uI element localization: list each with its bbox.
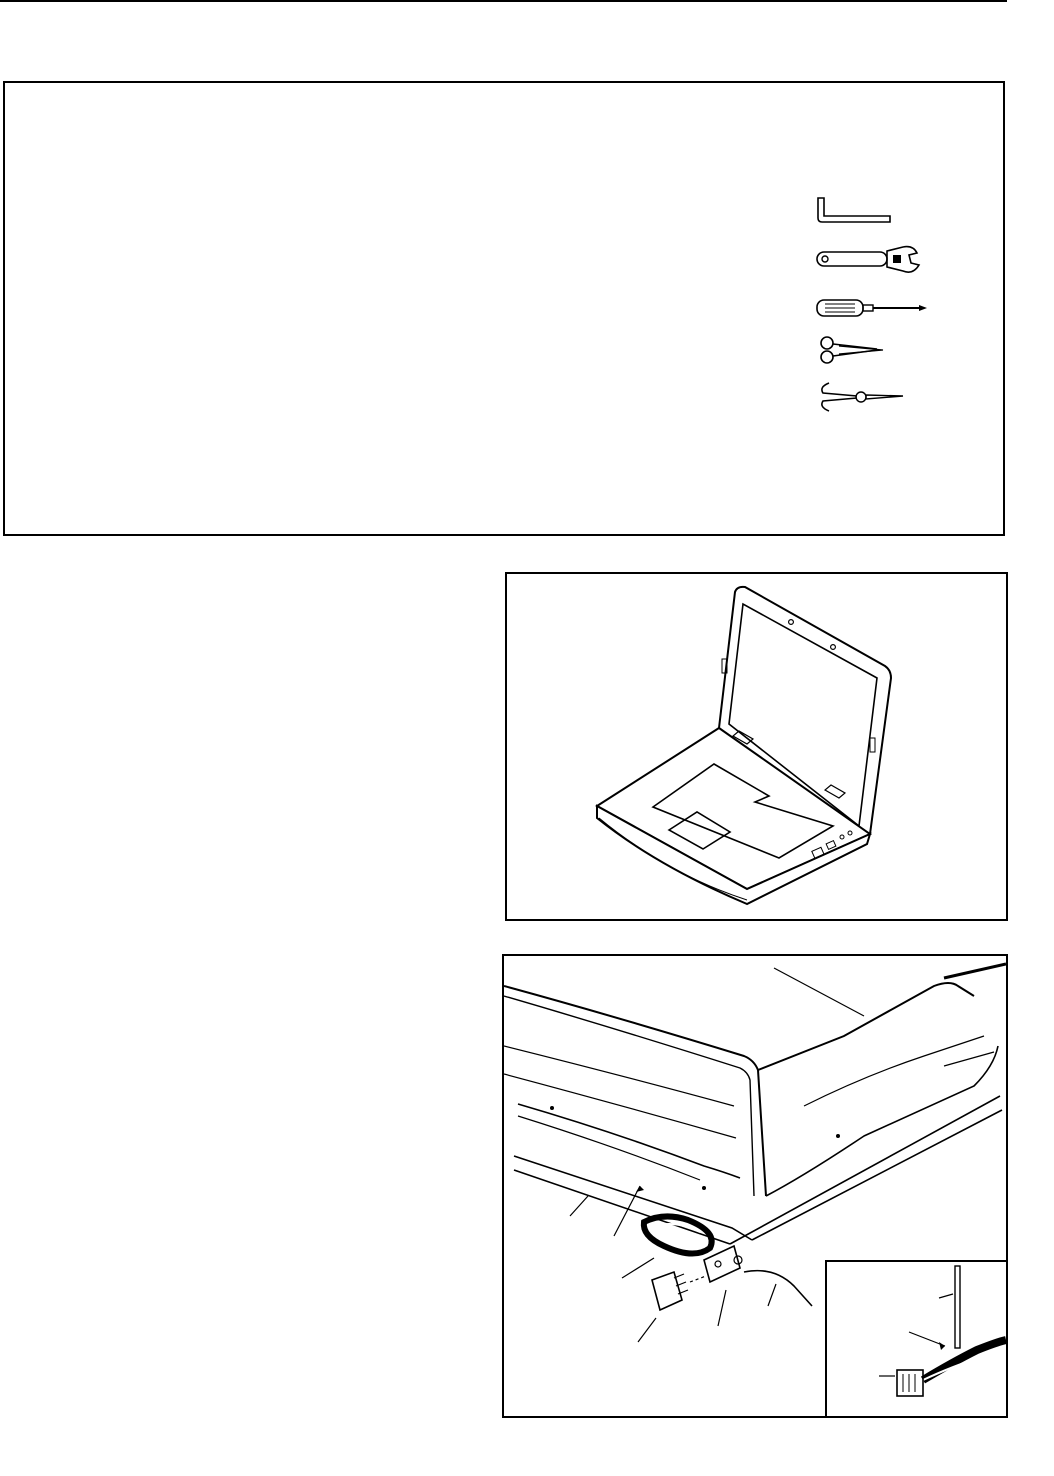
screwdriver-icon [815, 295, 930, 321]
laptop-illustration [507, 574, 1006, 919]
allen-wrench-icon [810, 196, 900, 228]
wire-connector-illustration [827, 1262, 1006, 1416]
tools-box [3, 81, 1005, 536]
connector-inset [825, 1260, 1008, 1418]
needlenose-pliers-icon [815, 379, 910, 415]
adjustable-wrench-icon [813, 241, 933, 281]
top-rule [0, 0, 1007, 2]
scissors-icon [817, 335, 887, 365]
laptop-figure [505, 572, 1008, 921]
